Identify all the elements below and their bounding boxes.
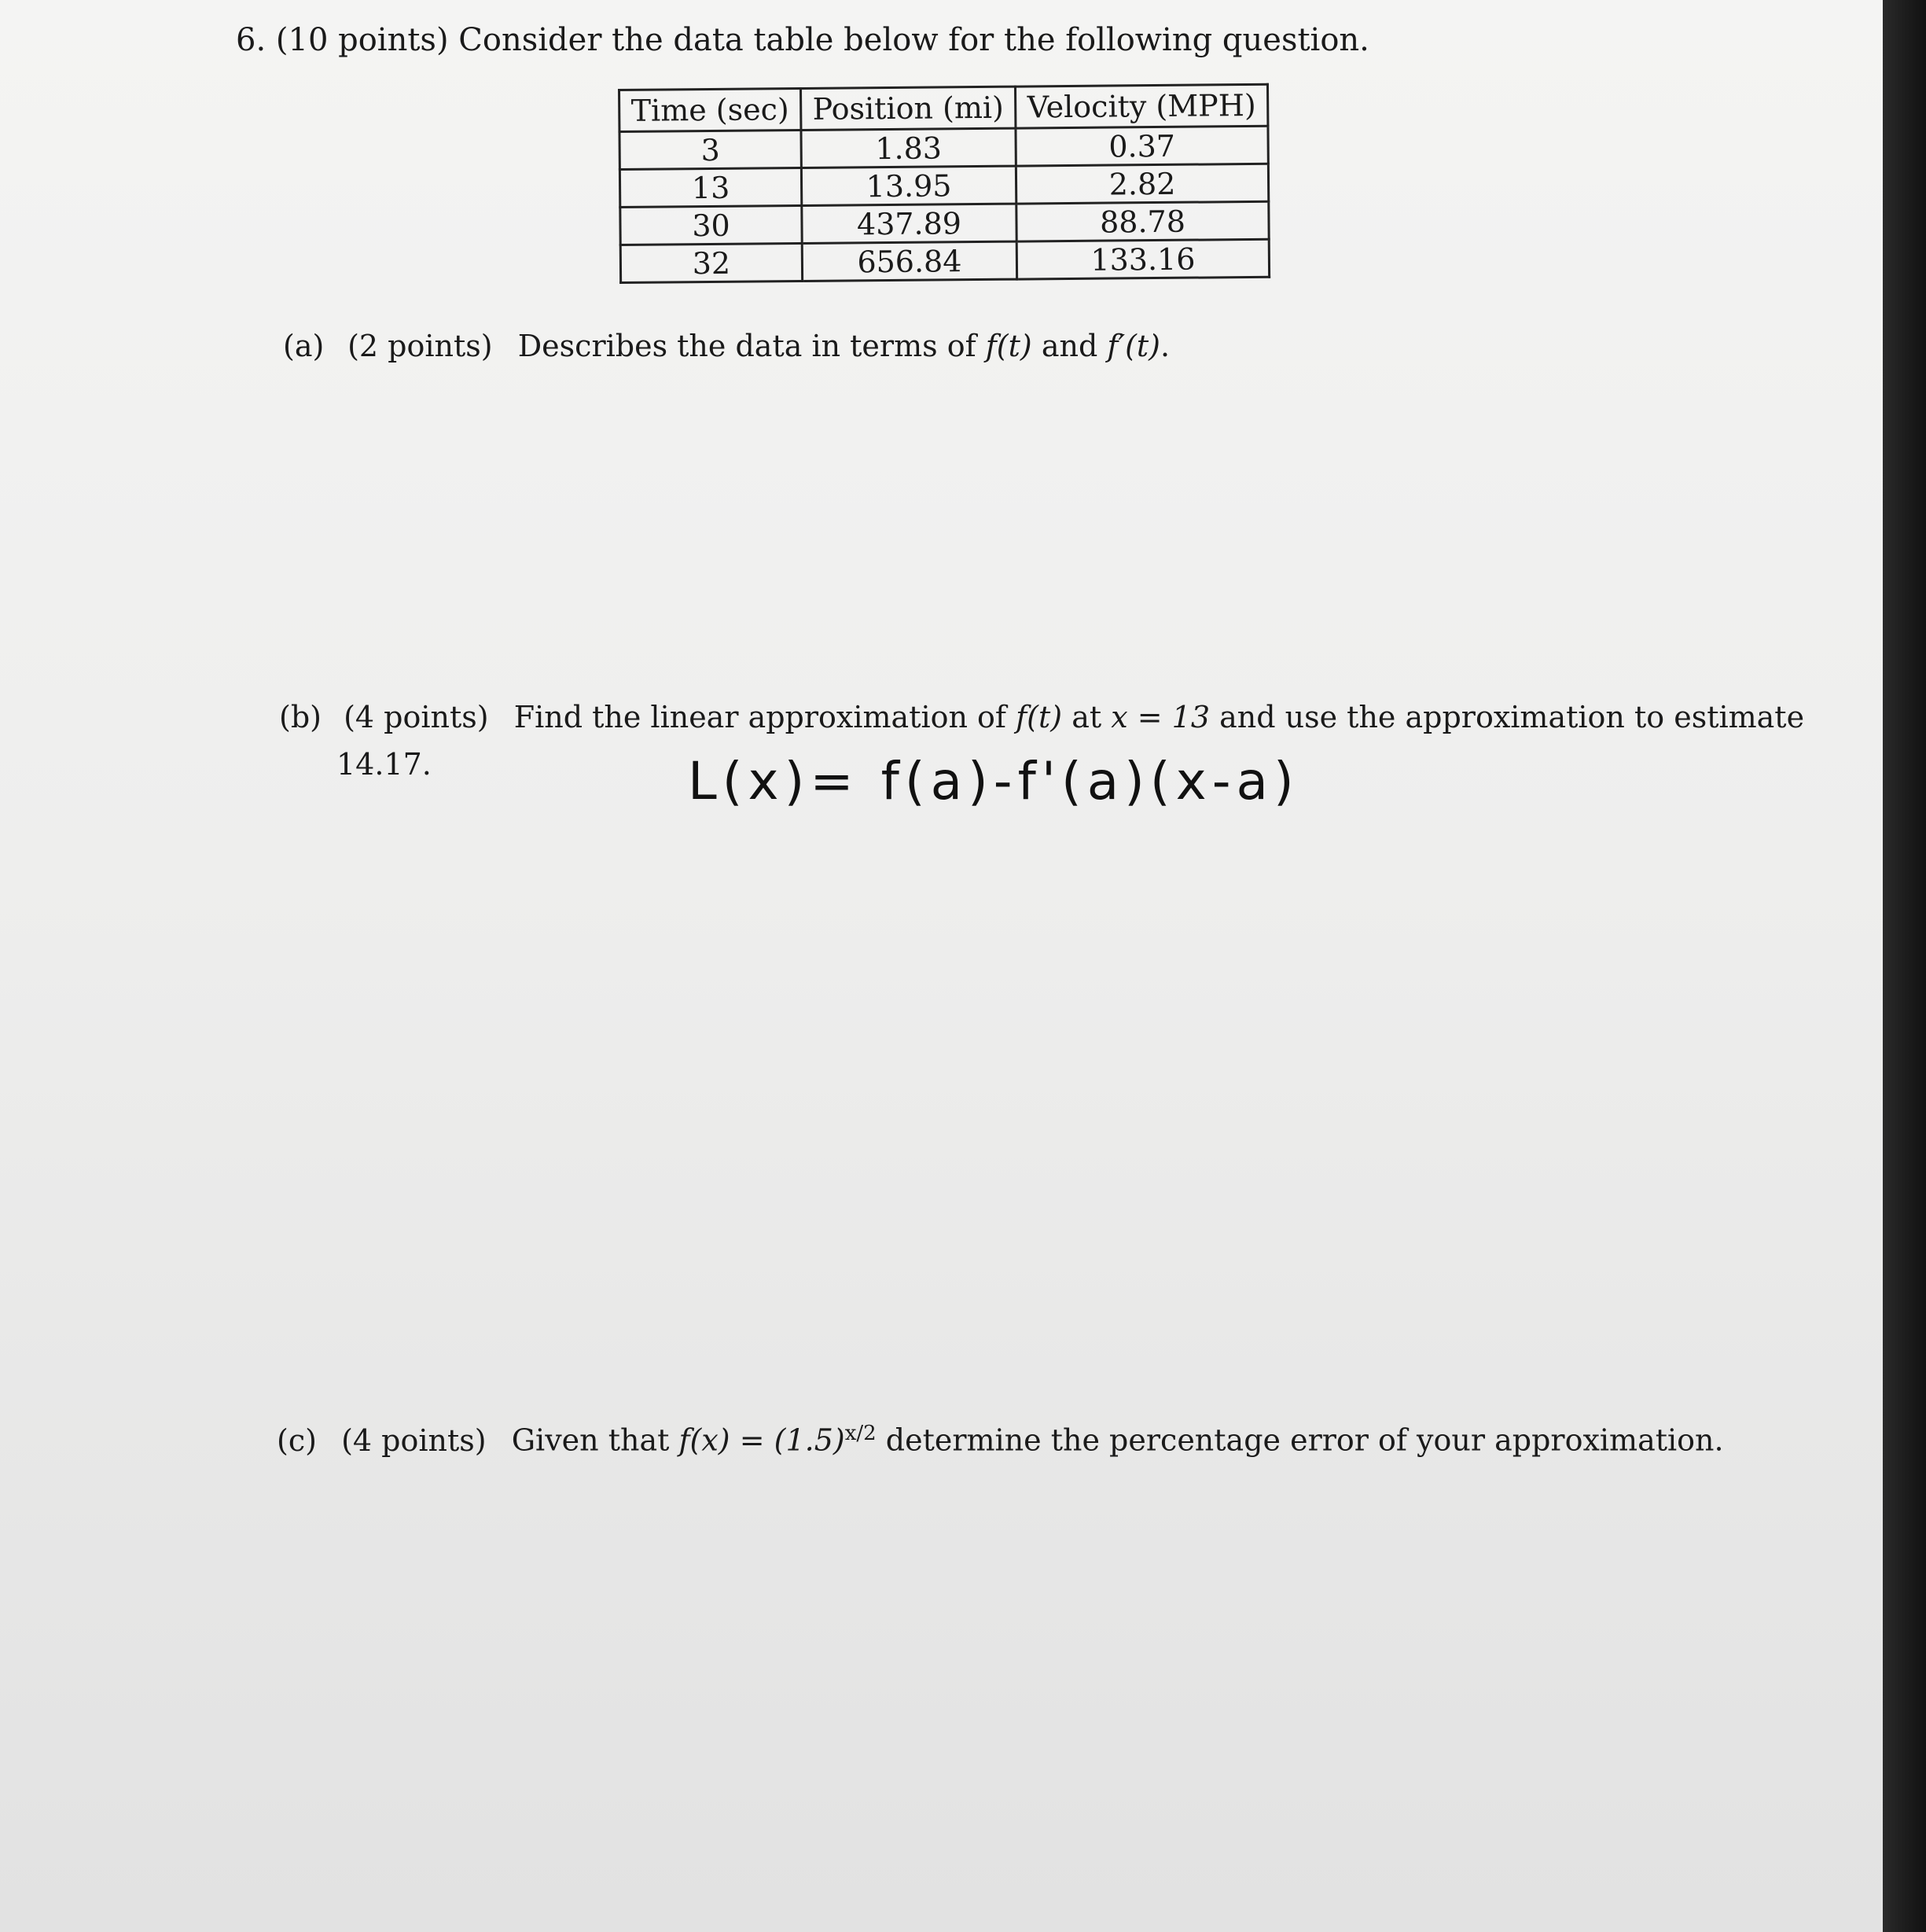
page-edge-shadow <box>1883 0 1926 1932</box>
table-row <box>620 201 1269 245</box>
part-c-formula: f(x) = (1.5) <box>678 1422 845 1458</box>
header-position: Position (mi) <box>801 86 1016 130</box>
data-table <box>618 83 1270 284</box>
part-a-points: (2 points) <box>347 329 493 363</box>
table-row <box>620 239 1269 282</box>
header-time: Time (sec) <box>619 88 801 131</box>
cell-position: 1.83 <box>801 128 1016 167</box>
part-c-text: Given that <box>511 1422 670 1458</box>
question-points: (10 points) <box>275 22 449 58</box>
cell-position: 656.84 <box>802 241 1016 281</box>
table-row <box>619 164 1268 207</box>
header-velocity: Velocity (MPH) <box>1015 84 1267 128</box>
part-b-text: Find the linear approximation of <box>513 700 1006 734</box>
part-a-end: . <box>1160 329 1171 363</box>
part-a <box>283 329 1170 363</box>
part-a-text: Describes the data in terms of <box>517 329 976 363</box>
part-b-f: f(t) <box>1016 700 1063 734</box>
cell-time: 32 <box>620 243 802 282</box>
question-number: 6. <box>236 22 266 58</box>
cell-velocity: 88.78 <box>1016 201 1269 241</box>
part-b <box>279 700 1804 734</box>
question-text: Consider the data table below for the following question. <box>458 22 1369 58</box>
part-b-text-post: and use the approximation to estimate <box>1219 700 1805 734</box>
cell-velocity: 0.37 <box>1016 126 1268 166</box>
part-b-points: (4 points) <box>344 700 489 734</box>
part-b-eq: x = 13 <box>1111 700 1211 734</box>
part-c-label: (c) <box>277 1422 317 1458</box>
question-6-header <box>236 22 1369 58</box>
part-c-points: (4 points) <box>341 1422 487 1458</box>
cell-velocity: 133.16 <box>1016 239 1269 279</box>
part-a-f: f(t) <box>985 329 1032 363</box>
handwritten-formula: L(x)= f(a)-f'(a)(x-a) <box>688 751 1299 811</box>
part-c <box>277 1422 1724 1458</box>
part-b-label: (b) <box>279 700 322 734</box>
cell-time: 30 <box>620 205 802 245</box>
part-a-label: (a) <box>283 329 325 363</box>
cell-time: 13 <box>619 167 801 207</box>
table-row <box>619 126 1268 169</box>
part-c-exponent: x/2 <box>844 1422 877 1445</box>
part-b-line2: 14.17. <box>336 747 432 782</box>
cell-position: 13.95 <box>801 166 1016 205</box>
part-a-fprime: f′(t) <box>1107 329 1161 363</box>
part-a-and: and <box>1041 329 1098 363</box>
cell-velocity: 2.82 <box>1016 164 1268 204</box>
part-b-at: at <box>1071 700 1102 734</box>
table-header-row <box>619 84 1268 131</box>
cell-time: 3 <box>619 130 801 169</box>
part-c-text-post: determine the percentage error of your approximation. <box>885 1422 1724 1458</box>
cell-position: 437.89 <box>802 204 1016 243</box>
